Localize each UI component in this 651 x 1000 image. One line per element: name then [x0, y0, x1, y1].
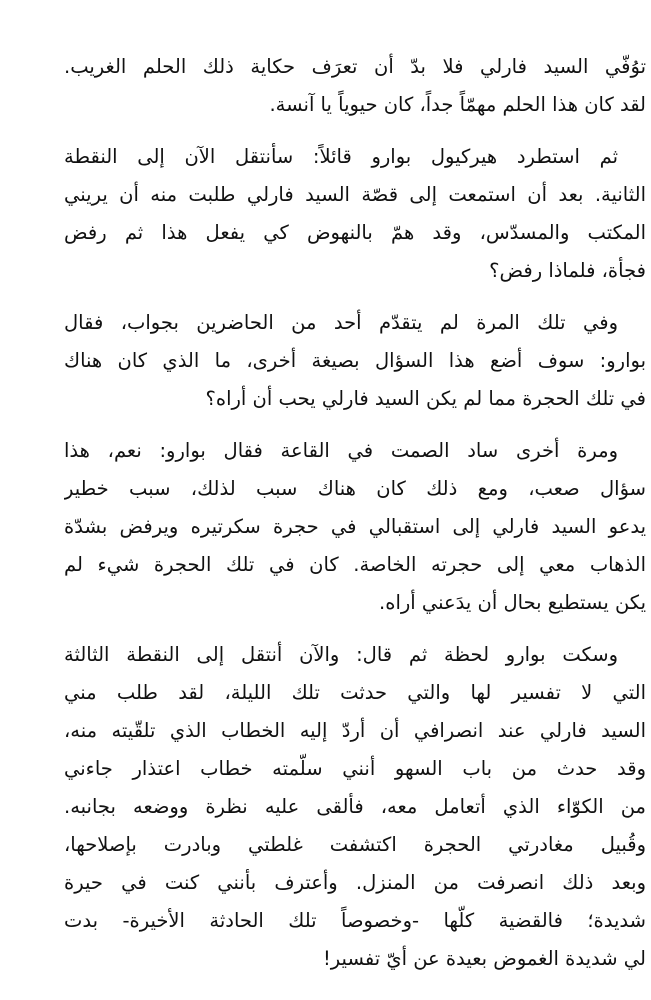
paragraph-2 [64, 138, 646, 290]
text-line: سؤال صعب، ومع ذلك كان هناك سبب لذلك، سبب خطير [64, 477, 646, 500]
text-line: ومرة أخرى ساد الصمت في القاعة فقال بوارو: نعم، هذا [64, 439, 618, 462]
text-line: الثانية. بعد أن استمعت إلى قصّة السيد فارلي طلبت منه أن يريني [64, 183, 646, 206]
text-line: توُفّي السيد فارلي فلا بدّ أن تعرَف حكاية ذلك الحلم الغريب. [64, 55, 646, 78]
paragraph-4 [64, 432, 646, 622]
book-page [64, 48, 646, 992]
text-line: لي شديدة الغموض بعيدة عن أيّ تفسير! [322, 947, 646, 970]
text-line: المكتب والمسدّس، وقد همّ بالنهوض كي يفعل هذا ثم رفض [64, 221, 646, 244]
text-line: التي لا تفسير لها والتي حدثت تلك الليلة، لقد طلب مني [64, 681, 646, 704]
text-line: وبعد ذلك انصرفت من المنزل. وأعترف بأنني كنت في حيرة [64, 871, 646, 894]
text-line: ثم استطرد هيركيول بوارو قائلاً: سأنتقل الآن إلى النقطة [64, 145, 618, 168]
text-line: من الكوّاء الذي أتعامل معه، فألقى عليه نظرة ووضعه بجانبه. [64, 795, 646, 818]
text-line: لقد كان هذا الحلم مهمّاً جداً، كان حيوياً يا آنسة. [269, 93, 646, 116]
paragraph-5 [64, 636, 646, 978]
text-line: في تلك الحجرة مما لم يكن السيد فارلي يحب أن أراه؟ [205, 387, 646, 410]
paragraph-1 [64, 48, 646, 124]
text-line: شديدة؛ فالقضية كلّها -وخصوصاً تلك الحادثة الأخيرة- بدت [64, 909, 646, 932]
text-line: السيد فارلي عند انصرافي أن أردّ إليه الخطاب الذي تلقّيته منه، [64, 719, 646, 742]
text-line: يكن يستطيع بحال أن يدَعني أراه. [379, 591, 646, 614]
text-line: وسكت بوارو لحظة ثم قال: والآن أنتقل إلى النقطة الثالثة [64, 643, 618, 666]
text-line: بوارو: سوف أضع هذا السؤال بصيغة أخرى، ما الذي كان هناك [64, 349, 646, 372]
text-line: وقُبيل مغادرتي الحجرة اكتشفت غلطتي وبادرت بإصلاحها، [64, 833, 646, 856]
text-line: يدعو السيد فارلي إلى استقبالي في حجرة سكرتيره ويرفض بشدّة [64, 515, 646, 538]
text-line: وفي تلك المرة لم يتقدّم أحد من الحاضرين بجواب، فقال [64, 311, 618, 334]
text-line: فجأة، فلماذا رفض؟ [489, 259, 646, 282]
paragraph-3 [64, 304, 646, 418]
text-line: الذهاب معي إلى حجرته الخاصة. كان في تلك الحجرة شيء لم [64, 553, 646, 576]
text-line: وقد حدث من باب السهو أنني سلّمته خطاب اعتذار جاءني [64, 757, 646, 780]
